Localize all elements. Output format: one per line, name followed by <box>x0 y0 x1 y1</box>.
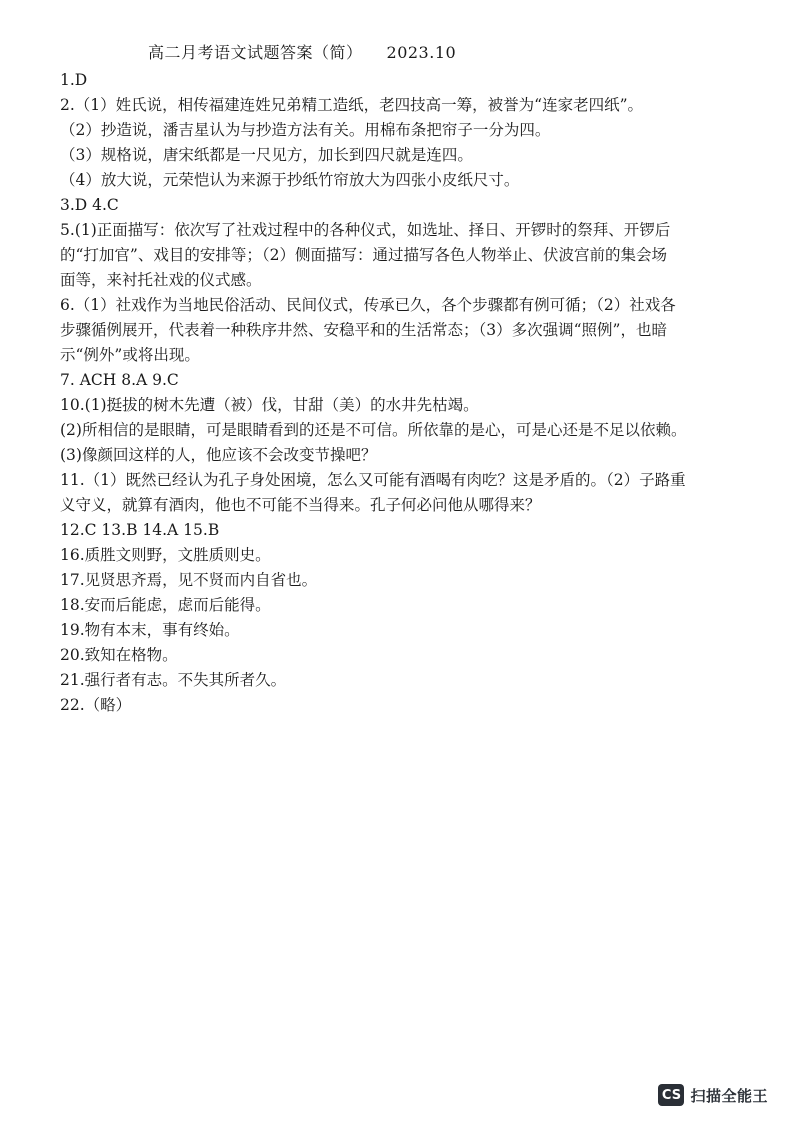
answer-line: 11.（1）既然已经认为孔子身处困境，怎么又可能有酒喝有肉吃？这是矛盾的。（2）子路重 <box>60 471 686 489</box>
answer-line: 2.（1）姓氏说，相传福建连姓兄弟精工造纸，老四技高一筹，被誉为“连家老四纸”。 <box>60 96 644 114</box>
answer-line: 19.物有本末，事有终始。 <box>60 621 240 639</box>
answer-line: 1.D <box>60 71 88 89</box>
title-date: 2023.10 <box>386 43 457 62</box>
answer-line: 5.(1)正面描写：依次写了社戏过程中的各种仪式，如选址、择日、开锣时的祭拜、开锣后 <box>60 221 671 239</box>
answer-line: 义守义，就算有酒肉，他也不可能不当得来。孔子何必问他从哪得来？ <box>60 496 541 514</box>
answer-line: 面等，来衬托社戏的仪式感。 <box>60 271 262 289</box>
answer-line: 3.D 4.C <box>60 196 119 214</box>
answer-line: 21.强行者有志。不失其所者久。 <box>60 671 287 689</box>
answer-line: 17.见贤思齐焉，见不贤而内自省也。 <box>60 571 318 589</box>
answer-line: 7. ACH 8.A 9.C <box>60 371 179 389</box>
answer-line: 22.（略） <box>60 696 132 714</box>
answer-line: 10.(1)挺拔的树木先遭（被）伐，甘甜（美）的水井先枯竭。 <box>60 396 479 414</box>
camscanner-logo-icon: CS <box>658 1084 684 1106</box>
answer-line: （4）放大说，元荣恺认为来源于抄纸竹帘放大为四张小皮纸尺寸。 <box>60 171 520 189</box>
scanner-watermark <box>658 1084 768 1106</box>
answer-line: （2）抄造说，潘吉星认为与抄造方法有关。用棉布条把帘子一分为四。 <box>60 121 551 139</box>
answer-line: (2)所相信的是眼睛，可是眼睛看到的还是不可信。所依靠的是心，可是心还是不足以依赖。 <box>60 421 687 439</box>
answer-line: 20.致知在格物。 <box>60 646 178 664</box>
answer-line: 18.安而后能虑，虑而后能得。 <box>60 596 271 614</box>
answer-line: 示“例外”或将出现。 <box>60 346 200 364</box>
answer-line: 16.质胜文则野，文胜质则史。 <box>60 546 271 564</box>
answer-line: (3)像颜回这样的人，他应该不会改变节操吧？ <box>60 446 377 464</box>
answer-line: 的“打加官”、戏目的安排等；（2）侧面描写：通过描写各色人物举止、伏波宫前的集会场 <box>60 246 667 264</box>
answer-line: （3）规格说，唐宋纸都是一尺见方，加长到四尺就是连四。 <box>60 146 473 164</box>
watermark-text: 扫描全能王 <box>690 1086 768 1105</box>
document-title <box>148 40 456 63</box>
answer-line: 12.C 13.B 14.A 15.B <box>60 521 220 539</box>
answer-line: 步骤循例展开，代表着一种秩序井然、安稳平和的生活常态；（3）多次强调“照例”，也暗 <box>60 321 667 339</box>
answer-content <box>60 68 760 718</box>
answer-line: 6.（1）社戏作为当地民俗活动、民间仪式，传承已久，各个步骤都有例可循；（2）社戏各 <box>60 296 676 314</box>
title-text: 高二月考语文试题答案（简） <box>148 43 363 62</box>
